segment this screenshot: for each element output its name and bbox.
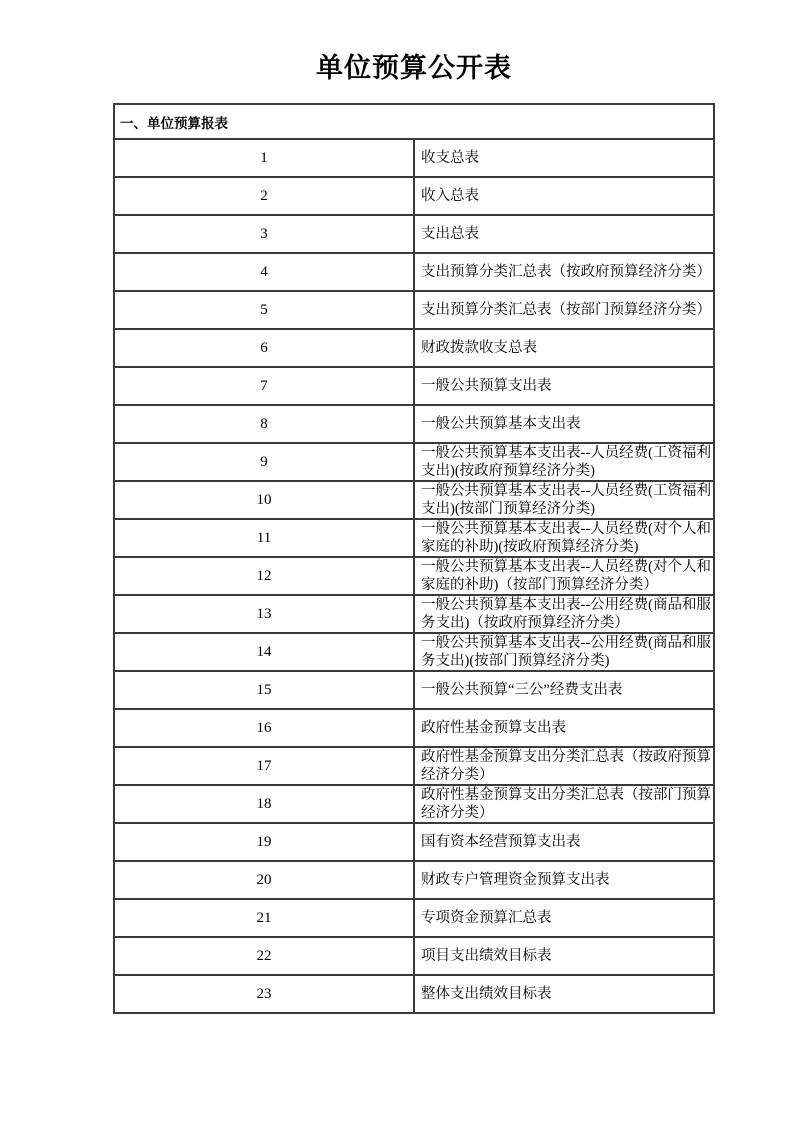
table-row xyxy=(114,899,714,937)
budget-report-list-table xyxy=(113,103,715,1014)
row-report-name: 财政专户管理资金预算支出表 xyxy=(414,861,714,899)
section-header-row xyxy=(114,104,714,139)
table-row xyxy=(114,633,714,671)
table-row xyxy=(114,177,714,215)
row-number: 1 xyxy=(114,139,414,177)
row-number: 22 xyxy=(114,937,414,975)
row-number: 17 xyxy=(114,747,414,785)
row-report-name: 一般公共预算基本支出表--人员经费(工资福利支出)(按部门预算经济分类) xyxy=(414,481,714,519)
table-row xyxy=(114,671,714,709)
row-report-name: 收入总表 xyxy=(414,177,714,215)
row-number: 13 xyxy=(114,595,414,633)
row-number: 12 xyxy=(114,557,414,595)
row-report-name: 专项资金预算汇总表 xyxy=(414,899,714,937)
table-row xyxy=(114,329,714,367)
row-number: 2 xyxy=(114,177,414,215)
row-number: 7 xyxy=(114,367,414,405)
row-report-name: 整体支出绩效目标表 xyxy=(414,975,714,1013)
table-row xyxy=(114,139,714,177)
table-row xyxy=(114,785,714,823)
table-row xyxy=(114,405,714,443)
row-number: 8 xyxy=(114,405,414,443)
row-report-name: 一般公共预算支出表 xyxy=(414,367,714,405)
row-report-name: 项目支出绩效目标表 xyxy=(414,937,714,975)
row-number: 10 xyxy=(114,481,414,519)
table-row xyxy=(114,519,714,557)
row-number: 6 xyxy=(114,329,414,367)
row-number: 9 xyxy=(114,443,414,481)
table-row xyxy=(114,367,714,405)
table-row xyxy=(114,253,714,291)
table-row xyxy=(114,747,714,785)
row-number: 19 xyxy=(114,823,414,861)
row-report-name: 一般公共预算基本支出表--人员经费(对个人和家庭的补助)（按部门预算经济分类） xyxy=(414,557,714,595)
table-row xyxy=(114,557,714,595)
row-report-name: 一般公共预算基本支出表--公用经费(商品和服务支出)（按政府预算经济分类） xyxy=(414,595,714,633)
table-row xyxy=(114,443,714,481)
row-number: 20 xyxy=(114,861,414,899)
row-number: 18 xyxy=(114,785,414,823)
row-number: 23 xyxy=(114,975,414,1013)
row-number: 3 xyxy=(114,215,414,253)
section-header-label: 一、单位预算报表 xyxy=(114,104,714,139)
page-title: 单位预算公开表 xyxy=(316,53,512,83)
row-report-name: 政府性基金预算支出表 xyxy=(414,709,714,747)
row-number: 11 xyxy=(114,519,414,557)
row-report-name: 一般公共预算“三公”经费支出表 xyxy=(414,671,714,709)
table-row xyxy=(114,823,714,861)
row-report-name: 政府性基金预算支出分类汇总表（按政府预算经济分类） xyxy=(414,747,714,785)
table-row xyxy=(114,709,714,747)
row-report-name: 财政拨款收支总表 xyxy=(414,329,714,367)
table-row xyxy=(114,215,714,253)
table-row xyxy=(114,481,714,519)
row-number: 15 xyxy=(114,671,414,709)
row-report-name: 政府性基金预算支出分类汇总表（按部门预算经济分类） xyxy=(414,785,714,823)
table-row xyxy=(114,975,714,1013)
row-report-name: 支出总表 xyxy=(414,215,714,253)
table-row xyxy=(114,595,714,633)
table-row xyxy=(114,937,714,975)
row-number: 4 xyxy=(114,253,414,291)
row-report-name: 一般公共预算基本支出表--公用经费(商品和服务支出)(按部门预算经济分类) xyxy=(414,633,714,671)
row-number: 21 xyxy=(114,899,414,937)
row-report-name: 国有资本经营预算支出表 xyxy=(414,823,714,861)
row-number: 14 xyxy=(114,633,414,671)
row-report-name: 一般公共预算基本支出表--人员经费(工资福利支出)(按政府预算经济分类) xyxy=(414,443,714,481)
row-number: 16 xyxy=(114,709,414,747)
row-number: 5 xyxy=(114,291,414,329)
row-report-name: 一般公共预算基本支出表--人员经费(对个人和家庭的补助)(按政府预算经济分类) xyxy=(414,519,714,557)
row-report-name: 支出预算分类汇总表（按部门预算经济分类） xyxy=(414,291,714,329)
row-report-name: 支出预算分类汇总表（按政府预算经济分类） xyxy=(414,253,714,291)
table-row xyxy=(114,861,714,899)
row-report-name: 收支总表 xyxy=(414,139,714,177)
table-row xyxy=(114,291,714,329)
row-report-name: 一般公共预算基本支出表 xyxy=(414,405,714,443)
